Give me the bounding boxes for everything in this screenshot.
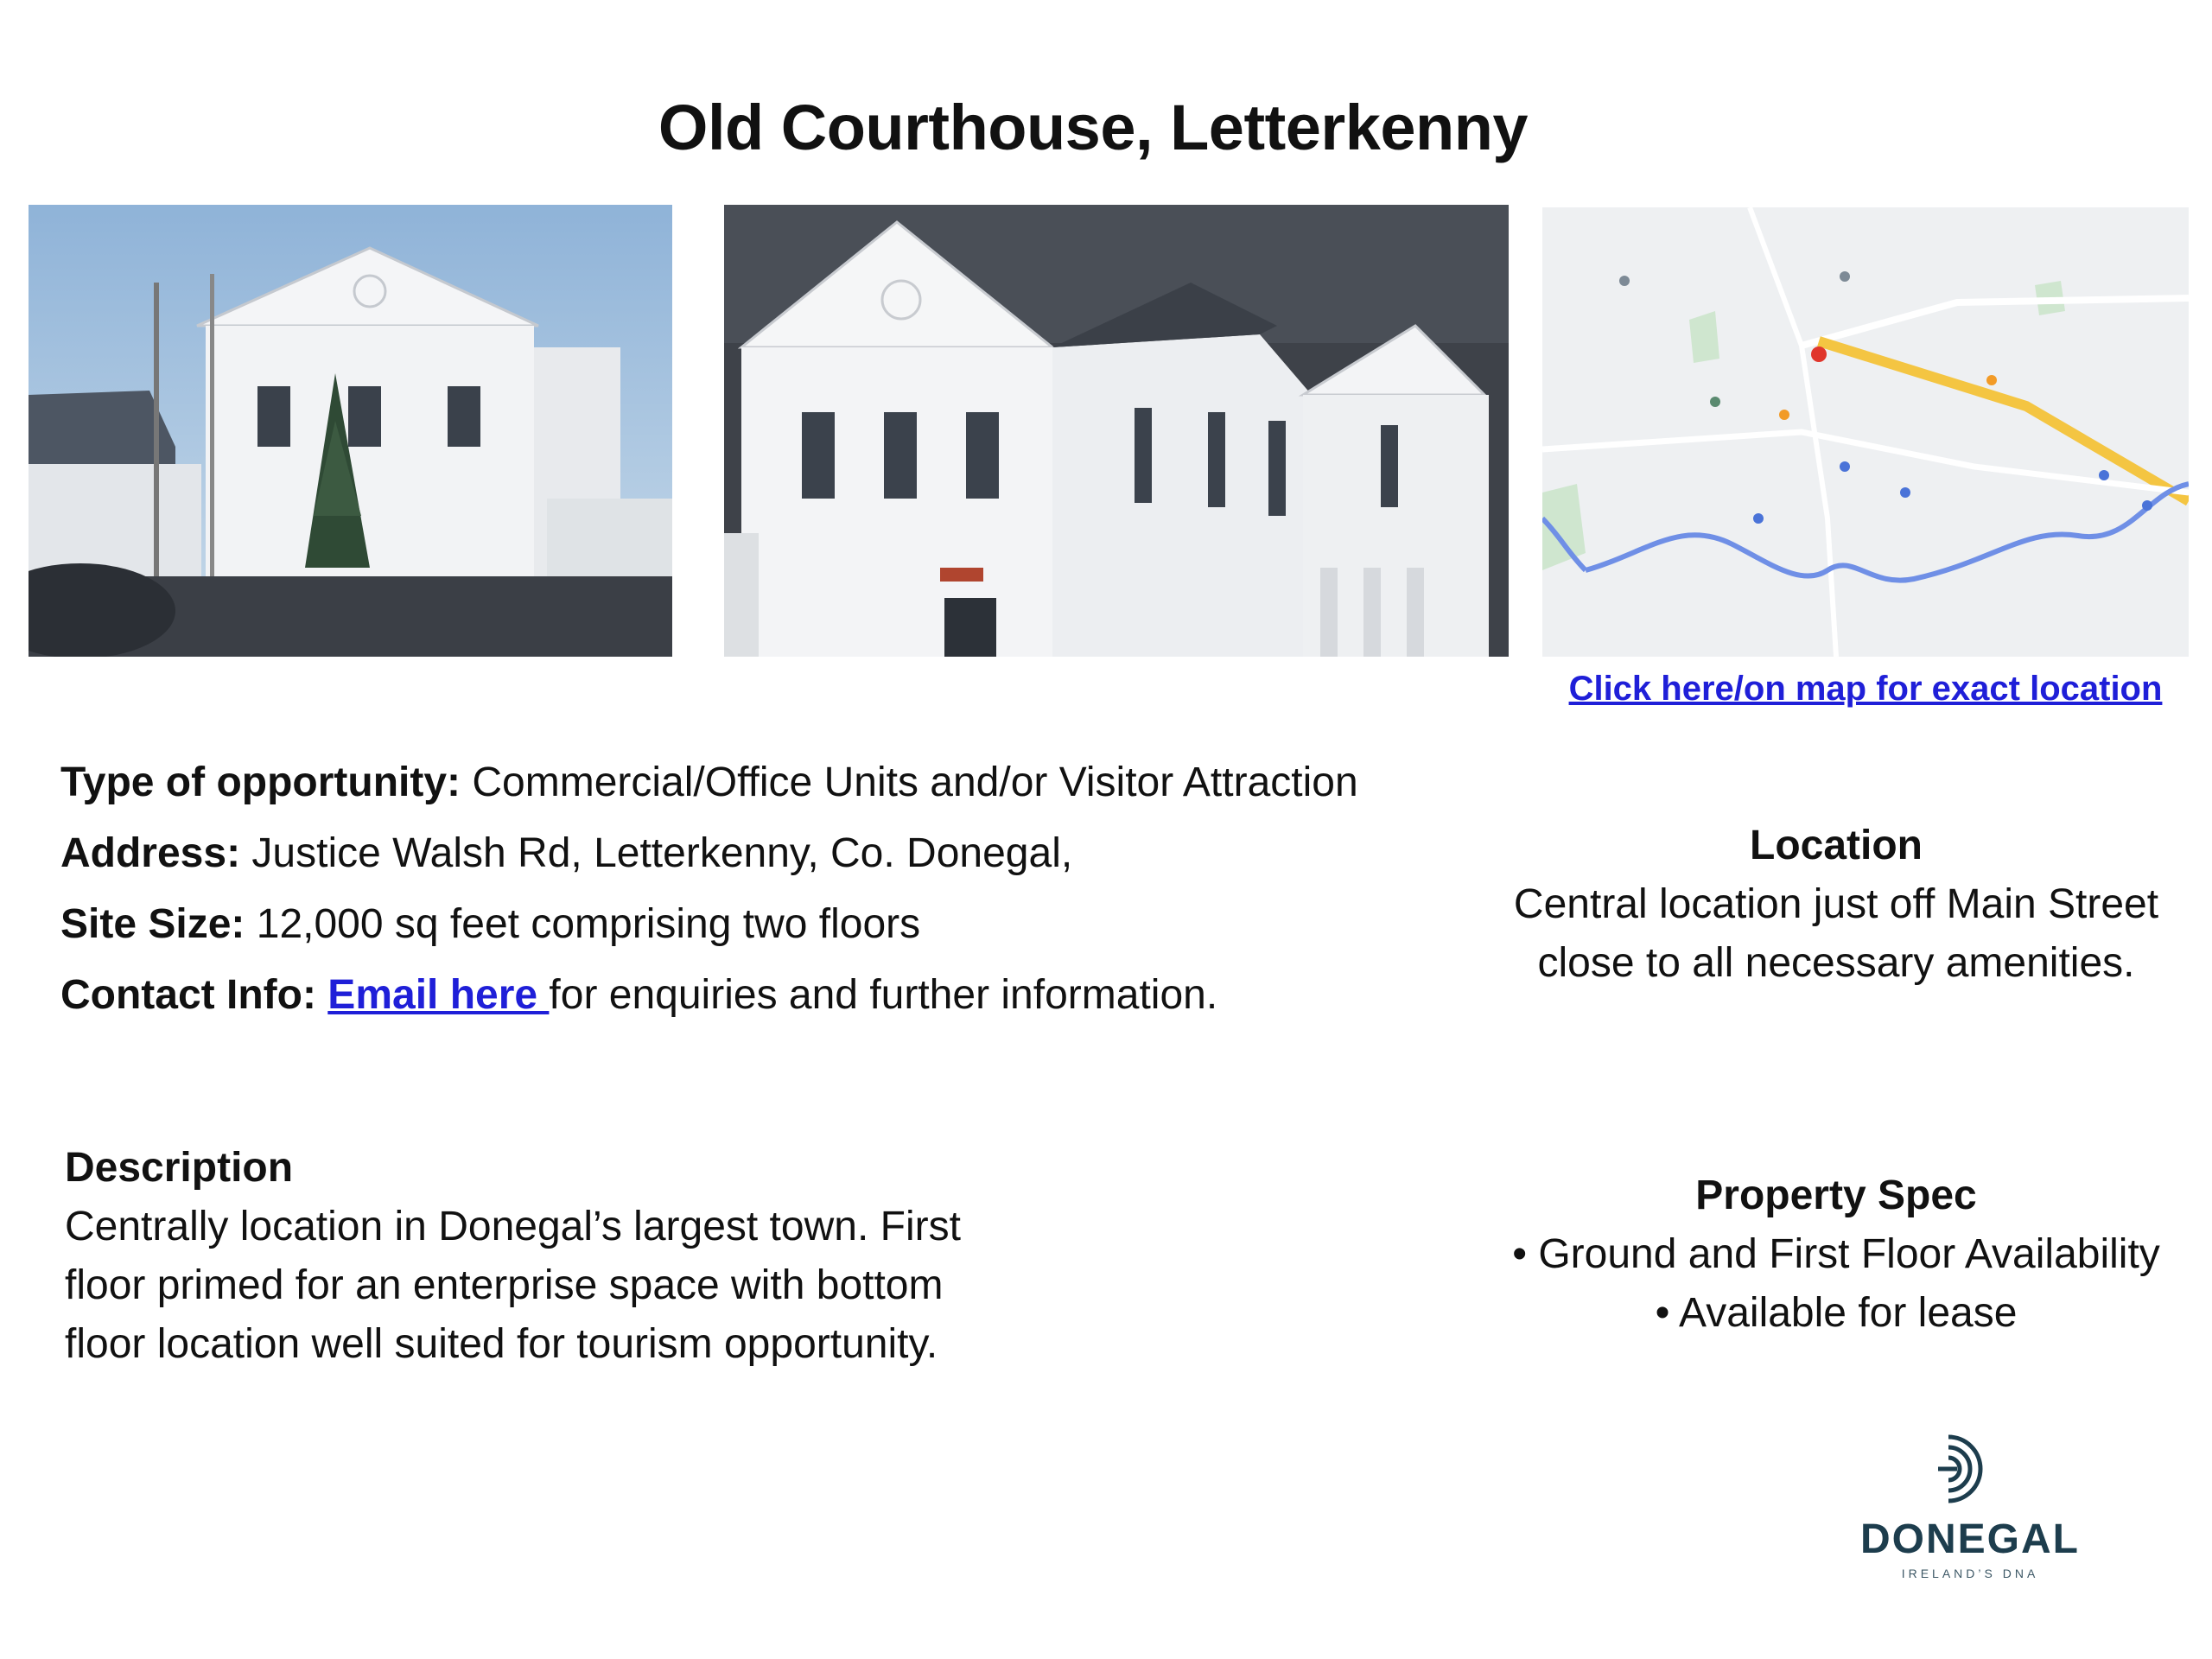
courthouse-side-photo (724, 205, 1509, 657)
spec-item: • Available for lease (1655, 1290, 2018, 1336)
description-line: floor location well suited for tourism opportunity. (65, 1321, 938, 1367)
address-value: Justice Walsh Rd, Letterkenny, Co. Donegal, (251, 830, 1073, 876)
spec-item: • Ground and First Floor Availability (1512, 1231, 2160, 1277)
property-spec-list (1469, 1225, 2203, 1343)
donegal-arc-icon (1931, 1430, 2009, 1508)
description-section (65, 1139, 1145, 1374)
location-heading: Location (1750, 823, 1923, 868)
contact-text: for enquiries and further information. (549, 972, 1218, 1018)
description-line: Centrally location in Donegal’s largest town. First (65, 1204, 961, 1249)
contact-row (60, 960, 1495, 1031)
property-details (60, 747, 1495, 1031)
contact-label: Contact Info: (60, 972, 316, 1018)
type-label: Type of opportunity: (60, 760, 461, 805)
donegal-logo (1840, 1430, 2100, 1580)
address-row (60, 818, 1495, 889)
location-line: close to all necessary amenities. (1537, 940, 2135, 986)
site-size-value: 12,000 sq feet comprising two floors (256, 901, 921, 947)
courthouse-front-photo (29, 205, 672, 657)
property-spec-section (1469, 1166, 2203, 1343)
email-link[interactable]: Email here (327, 972, 550, 1018)
map-location-link[interactable]: Click here/on map for exact location (1568, 670, 2163, 708)
type-value: Commercial/Office Units and/or Visitor Attraction (472, 760, 1358, 805)
location-section (1469, 817, 2203, 993)
location-line: Central location just off Main Street (1513, 881, 2159, 927)
type-row (60, 747, 1495, 818)
site-size-row (60, 889, 1495, 960)
address-label: Address: (60, 830, 241, 876)
location-map[interactable] (1542, 207, 2189, 657)
logo-wordmark: DONEGAL (1860, 1516, 2080, 1562)
description-line: floor primed for an enterprise space with bottom (65, 1262, 944, 1308)
property-spec-heading: Property Spec (1695, 1173, 1977, 1218)
description-heading: Description (65, 1145, 294, 1191)
page-title: Old Courthouse, Letterkenny (658, 92, 1529, 163)
logo-tagline: IRELAND’S DNA (1901, 1567, 2039, 1580)
site-size-label: Site Size: (60, 901, 245, 947)
